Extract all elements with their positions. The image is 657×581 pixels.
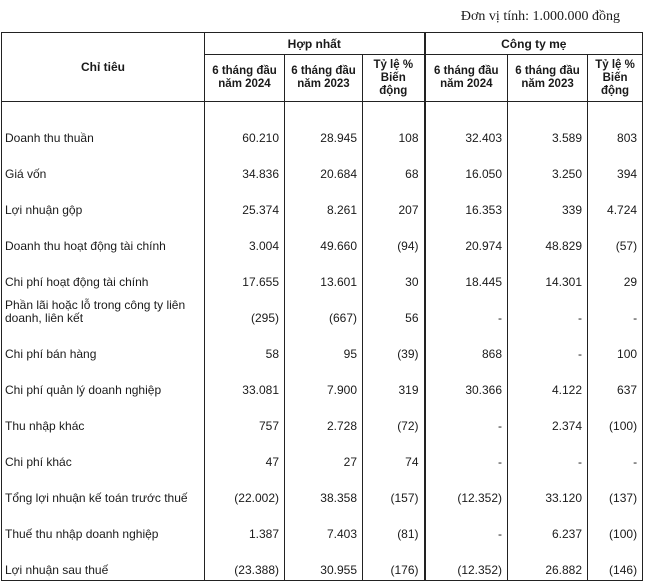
table-row bbox=[2, 148, 643, 184]
cell-consolidated-2024: (23.388) bbox=[205, 544, 285, 581]
cell-parent-2023: 26.882 bbox=[508, 544, 588, 581]
header-consolidated: Hợp nhất bbox=[205, 33, 425, 55]
cell-parent-2024: (12.352) bbox=[425, 544, 508, 581]
row-label: Phần lãi hoặc lỗ trong công ty liên doanh, liên kết bbox=[2, 292, 205, 328]
cell-parent-2023: 33.120 bbox=[508, 472, 588, 508]
table-row bbox=[2, 184, 643, 220]
cell-consolidated-change: 68 bbox=[363, 148, 425, 184]
cell-parent-2024: 16.353 bbox=[425, 184, 508, 220]
cell-consolidated-2023: 28.945 bbox=[285, 102, 363, 149]
header-consolidated-2024: 6 tháng đầu năm 2024 bbox=[205, 55, 285, 102]
row-label: Chi phí khác bbox=[2, 436, 205, 472]
cell-consolidated-2024: (22.002) bbox=[205, 472, 285, 508]
table-row bbox=[2, 220, 643, 256]
cell-consolidated-change: (94) bbox=[363, 220, 425, 256]
cell-parent-2023: 4.122 bbox=[508, 364, 588, 400]
row-label: Doanh thu hoạt động tài chính bbox=[2, 220, 205, 256]
header-parent-2024: 6 tháng đầu năm 2024 bbox=[425, 55, 508, 102]
cell-parent-change: 394 bbox=[588, 148, 643, 184]
cell-consolidated-2023: 13.601 bbox=[285, 256, 363, 292]
row-label: Thu nhập khác bbox=[2, 400, 205, 436]
cell-parent-change: (137) bbox=[588, 472, 643, 508]
cell-parent-2024: 32.403 bbox=[425, 102, 508, 149]
cell-parent-2024: 30.366 bbox=[425, 364, 508, 400]
cell-parent-change: 100 bbox=[588, 328, 643, 364]
cell-consolidated-change: 74 bbox=[363, 436, 425, 472]
table-row bbox=[2, 328, 643, 364]
cell-consolidated-change: 30 bbox=[363, 256, 425, 292]
cell-parent-2023: 3.589 bbox=[508, 102, 588, 149]
table-row bbox=[2, 400, 643, 436]
unit-label: Đơn vị tính: 1.000.000 đồng bbox=[460, 9, 620, 24]
cell-consolidated-2023: 20.684 bbox=[285, 148, 363, 184]
row-label: Lợi nhuận sau thuế bbox=[2, 544, 205, 581]
row-label: Chi phí quản lý doanh nghiệp bbox=[2, 364, 205, 400]
row-label: Chi phí bán hàng bbox=[2, 328, 205, 364]
cell-parent-2024: (12.352) bbox=[425, 472, 508, 508]
cell-consolidated-2024: 34.836 bbox=[205, 148, 285, 184]
table-row bbox=[2, 102, 643, 149]
cell-consolidated-2024: 757 bbox=[205, 400, 285, 436]
table-row bbox=[2, 544, 643, 581]
cell-consolidated-change: 108 bbox=[363, 102, 425, 149]
cell-consolidated-2024: 25.374 bbox=[205, 184, 285, 220]
cell-consolidated-2023: 27 bbox=[285, 436, 363, 472]
cell-parent-2024: - bbox=[425, 292, 508, 328]
table-row bbox=[2, 292, 643, 328]
cell-consolidated-2023: 8.261 bbox=[285, 184, 363, 220]
table-row bbox=[2, 256, 643, 292]
cell-parent-change: 29 bbox=[588, 256, 643, 292]
cell-consolidated-2024: 17.655 bbox=[205, 256, 285, 292]
row-label: Giá vốn bbox=[2, 148, 205, 184]
cell-parent-change: 803 bbox=[588, 102, 643, 149]
cell-consolidated-2023: 7.403 bbox=[285, 508, 363, 544]
cell-parent-2024: 16.050 bbox=[425, 148, 508, 184]
row-label: Doanh thu thuần bbox=[2, 102, 205, 149]
row-label: Tổng lợi nhuận kế toán trước thuế bbox=[2, 472, 205, 508]
cell-parent-2023: 3.250 bbox=[508, 148, 588, 184]
cell-parent-change: (146) bbox=[588, 544, 643, 581]
cell-parent-2024: - bbox=[425, 508, 508, 544]
financial-table bbox=[1, 32, 643, 581]
cell-consolidated-2024: 3.004 bbox=[205, 220, 285, 256]
header-consolidated-change: Tỷ lệ % Biến động bbox=[363, 55, 425, 102]
table-row bbox=[2, 508, 643, 544]
cell-consolidated-2023: 7.900 bbox=[285, 364, 363, 400]
cell-parent-2024: 20.974 bbox=[425, 220, 508, 256]
cell-parent-2023: 6.237 bbox=[508, 508, 588, 544]
cell-consolidated-change: 56 bbox=[363, 292, 425, 328]
cell-parent-2023: 48.829 bbox=[508, 220, 588, 256]
table-row bbox=[2, 436, 643, 472]
cell-consolidated-2023: 49.660 bbox=[285, 220, 363, 256]
cell-parent-change: - bbox=[588, 436, 643, 472]
cell-parent-change: (100) bbox=[588, 400, 643, 436]
cell-consolidated-2024: 47 bbox=[205, 436, 285, 472]
header-consolidated-2023: 6 tháng đầu năm 2023 bbox=[285, 55, 363, 102]
cell-consolidated-2023: 2.728 bbox=[285, 400, 363, 436]
cell-parent-2023: - bbox=[508, 328, 588, 364]
cell-consolidated-change: (176) bbox=[363, 544, 425, 581]
table-row bbox=[2, 472, 643, 508]
cell-parent-2024: 18.445 bbox=[425, 256, 508, 292]
cell-consolidated-change: 207 bbox=[363, 184, 425, 220]
cell-consolidated-2024: 33.081 bbox=[205, 364, 285, 400]
cell-parent-change: 4.724 bbox=[588, 184, 643, 220]
cell-consolidated-change: (39) bbox=[363, 328, 425, 364]
row-label: Lợi nhuận gộp bbox=[2, 184, 205, 220]
cell-consolidated-2024: 1.387 bbox=[205, 508, 285, 544]
cell-parent-2023: 14.301 bbox=[508, 256, 588, 292]
cell-parent-change: (57) bbox=[588, 220, 643, 256]
table-row bbox=[2, 364, 643, 400]
cell-parent-change: 637 bbox=[588, 364, 643, 400]
cell-consolidated-2024: (295) bbox=[205, 292, 285, 328]
cell-consolidated-2023: 95 bbox=[285, 328, 363, 364]
cell-parent-2023: - bbox=[508, 436, 588, 472]
cell-parent-2024: - bbox=[425, 436, 508, 472]
header-parent-2023: 6 tháng đầu năm 2023 bbox=[508, 55, 588, 102]
cell-parent-2023: 339 bbox=[508, 184, 588, 220]
cell-parent-2023: - bbox=[508, 292, 588, 328]
row-label: Thuế thu nhập doanh nghiệp bbox=[2, 508, 205, 544]
row-label: Chi phí hoạt động tài chính bbox=[2, 256, 205, 292]
header-indicator: Chỉ tiêu bbox=[2, 33, 205, 102]
cell-parent-2023: 2.374 bbox=[508, 400, 588, 436]
header-parent-change: Tỷ lệ % Biến động bbox=[588, 55, 643, 102]
cell-consolidated-2023: (667) bbox=[285, 292, 363, 328]
cell-parent-change: - bbox=[588, 292, 643, 328]
header-parent-company: Công ty mẹ bbox=[425, 33, 643, 55]
cell-consolidated-2023: 30.955 bbox=[285, 544, 363, 581]
cell-consolidated-change: (81) bbox=[363, 508, 425, 544]
cell-parent-2024: - bbox=[425, 400, 508, 436]
cell-parent-change: (100) bbox=[588, 508, 643, 544]
cell-consolidated-change: (157) bbox=[363, 472, 425, 508]
cell-consolidated-2024: 58 bbox=[205, 328, 285, 364]
cell-consolidated-change: 319 bbox=[363, 364, 425, 400]
cell-consolidated-2024: 60.210 bbox=[205, 102, 285, 149]
cell-parent-2024: 868 bbox=[425, 328, 508, 364]
cell-consolidated-2023: 38.358 bbox=[285, 472, 363, 508]
cell-consolidated-change: (72) bbox=[363, 400, 425, 436]
